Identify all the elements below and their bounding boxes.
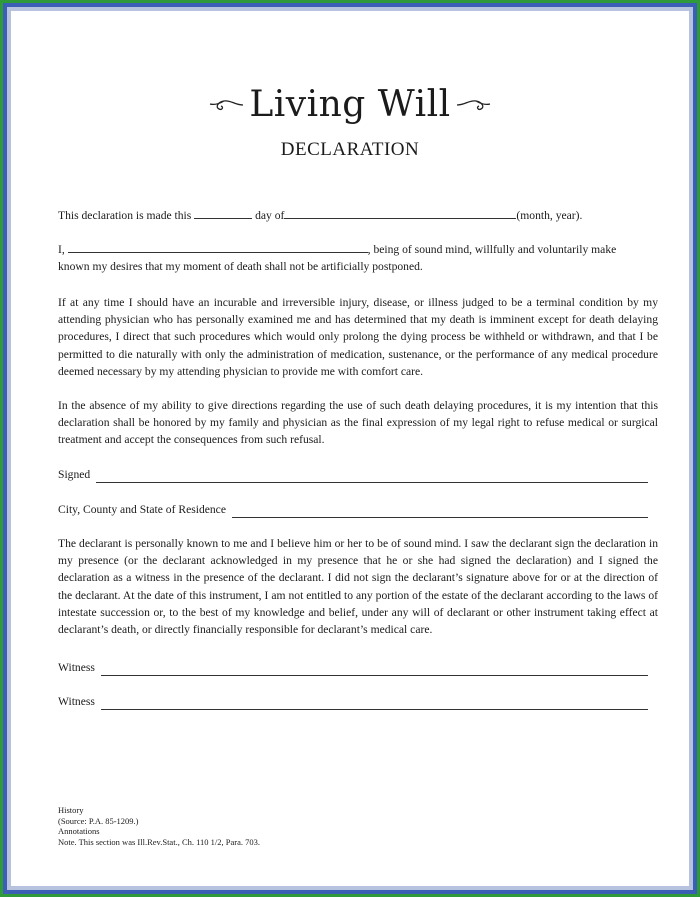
- document-inner-border: [7, 7, 693, 890]
- paragraph-witness: The declarant is personally known to me and I believe him or her to be of sound mind. I saw the declarant sign the declaration in my presence (or the declarant acknowledged in my presence that he or she had signed the declaration) and I signed the declaration as a witness in the presence of the declarant. I did not sign the declarant’s signature above for or at the direction of the declarant. At the date of this instrument, I am not entitled to any portion of the estate of the declarant according to the laws of intestate succession or, to the best of my knowledge and belief, under any will of declarant or other instrument taking effect at declarant’s death, or directly financially responsible for declarant’s medical care.: [58, 537, 658, 637]
- document-border: [3, 3, 697, 894]
- witness-2-label: Witness: [58, 695, 95, 708]
- document-title: Living Will: [249, 84, 451, 125]
- footer-note: Note. This section was Ill.Rev.Stat., Ch. 110 1/2, Para. 703.: [58, 836, 261, 847]
- footer-notes: [58, 805, 260, 847]
- declarant-line: [58, 241, 658, 275]
- witness-1-line: [58, 659, 648, 676]
- paragraph-terminal: If at any time I should have an incurable and irreversible injury, disease, or illness judged to be a terminal condition by my attending physician who has personally examined me and has determined that my death is imminent except for death delaying procedures, I direct that such procedures which would only prolong the dying process be withheld or withdrawn, and that I be permitted to die naturally with only the administration of medication, sustenance, or the performance of any medical procedure deemed necessary by my attending physician to provide me with comfort care.: [58, 296, 658, 378]
- date-line-text-3: (month, year).: [516, 209, 583, 222]
- declarant-prefix: I,: [58, 243, 65, 256]
- footer-annotations: Annotations: [58, 826, 100, 836]
- witness-2-field[interactable]: [101, 697, 648, 710]
- paragraph-absence: In the absence of my ability to give directions regarding the use of such death delaying procedures, it is my intention that this declaration shall be honored by my family and physician as the final expression of my legal right to refuse medical or surgical treatment and accept the consequences from such refusal.: [58, 399, 658, 447]
- month-year-blank[interactable]: [284, 207, 516, 219]
- declarant-name-blank[interactable]: [68, 241, 368, 253]
- residence-label: City, County and State of Residence: [58, 503, 226, 516]
- date-line-text-2: day of: [255, 209, 285, 222]
- residence-field[interactable]: [232, 505, 648, 518]
- signed-label: Signed: [58, 468, 91, 481]
- document-subtitle: DECLARATION: [280, 139, 420, 160]
- date-line-text-1: This declaration is made this: [58, 209, 192, 222]
- left-flourish-icon: [209, 97, 245, 113]
- footer-source: (Source: P.A. 85-1209.): [58, 815, 139, 826]
- date-line: [58, 207, 658, 224]
- document-page: [11, 11, 689, 886]
- footer-history: History: [58, 805, 84, 815]
- signed-line: [58, 466, 648, 483]
- day-blank[interactable]: [194, 207, 252, 219]
- title-block: [11, 83, 689, 133]
- witness-1-field[interactable]: [101, 663, 648, 676]
- signed-field[interactable]: [96, 470, 648, 483]
- witness-1-label: Witness: [58, 661, 95, 674]
- declarant-suffix: , being of sound mind, willfully and voluntarily make: [367, 243, 617, 256]
- residence-line: [58, 501, 648, 518]
- right-flourish-icon: [455, 97, 491, 113]
- declarant-continuation: known my desires that my moment of death shall not be artificially postponed.: [58, 260, 423, 274]
- witness-2-line: [58, 693, 648, 710]
